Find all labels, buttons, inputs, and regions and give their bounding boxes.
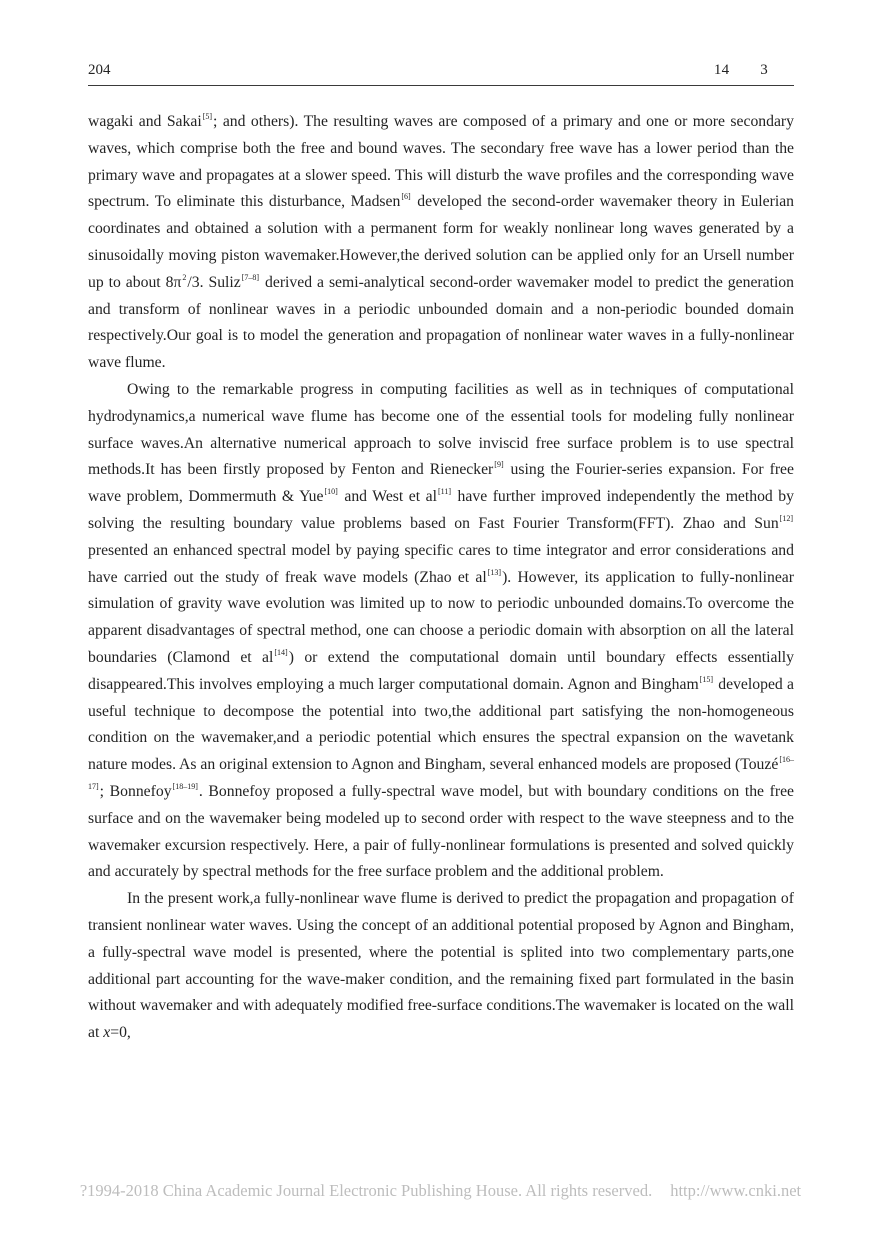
citation-superscript: [15] xyxy=(699,674,713,684)
paragraph-text: ; and others). The resulting waves are composed of a primary and one or more secondary waves, which comprise both the free and bound waves. The secondary free wave has a lower period than the primary wave and propagates at a slower speed. This will disturb the wave profiles and the corresponding wave spectrum. To eliminate this disturbance, Madsen xyxy=(88,113,795,211)
paragraph-text: derived a semi-analytical second-order wavemaker model to predict the generation and transform of nonlinear waves in a periodic unbounded domain and a non-periodic bounded domain respectively.Our goal is to model the generation and propagation of nonlinear water waves in a fully-nonlinear wave flume. xyxy=(88,273,794,372)
paragraph-3 xyxy=(88,886,794,1047)
citation-superscript: [11] xyxy=(437,487,452,497)
citation-superscript: [12] xyxy=(779,513,793,523)
paragraph-1 xyxy=(88,109,794,377)
paragraph-text: In the present work,a fully-nonlinear wave flume is derived to predict the propagation and propagation of transient nonlinear water waves. Using the concept of an additional potential proposed by Agnon and Bingham, a fully-spectral wave model is presented, where the potential is splited into two complementary parts,one additional part accounting for the wave-maker condition, and the remaining fixed part formulated in the basin without wavemaker and with adequately modified free-surface conditions.The wavemaker is located on the wall at xyxy=(88,890,794,1042)
citation-superscript: [6] xyxy=(401,192,411,202)
paragraph-text: developed a useful technique to decompose the potential into two,the additional part satisfying the non-homogeneous condition on the wavemaker,and a periodic potential which ensures the spectral expansion on the wavetank nature modes. As an original extension to Agnon and Bingham, several enhanced models are proposed (Touzé xyxy=(88,675,794,774)
paragraph-text: using the Fourier-series expansion. For free wave problem, Dommermuth & Yue xyxy=(88,461,794,506)
issue-number: 3 xyxy=(760,62,768,78)
footer-url: http://www.cnki.net xyxy=(670,1181,802,1200)
paragraph-2 xyxy=(88,377,794,886)
header-rule xyxy=(88,85,794,86)
paragraph-text: wagaki and Sakai xyxy=(88,113,202,130)
paragraph-text: ; Bonnefoy xyxy=(99,782,172,800)
volume-number: 14 xyxy=(713,62,730,78)
paragraph-text: ) or extend the computational domain until boundary effects essentially disappeared.This involves employing a much larger computational domain. Agnon and Bingham xyxy=(88,648,794,693)
paragraph-text: and West et al xyxy=(338,488,437,506)
copyright-notice: ?1994-2018 China Academic Journal Electronic Publishing House. All rights reserved. xyxy=(79,1181,653,1200)
paragraph-text: /3. Suliz xyxy=(187,273,241,291)
math-superscript: 2 xyxy=(182,272,187,282)
citation-superscript: [14] xyxy=(274,647,288,657)
issue-info xyxy=(714,61,768,79)
article-body xyxy=(88,109,794,1047)
math-variable: x xyxy=(103,1024,111,1042)
citation-superscript: [5] xyxy=(202,112,213,121)
paragraph-text: =0, xyxy=(110,1024,131,1042)
page-header xyxy=(88,61,794,85)
citation-superscript: [10] xyxy=(324,487,338,497)
paragraph-text: developed the second-order wavemaker theory in Eulerian coordinates and obtained a solution with a permanent form for weakly nonlinear long waves generated by a sinusoidally moving piston wavemaker.However,the derived solution can be applied only for an Ursell number up to about 8π xyxy=(88,193,794,291)
paragraph-text: presented an enhanced spectral model by paying specific cares to time integrator and error considerations and have carried out the study of freak wave models (Zhao et al xyxy=(88,541,794,586)
page-number: 204 xyxy=(88,62,111,78)
paragraph-text: Owing to the remarkable progress in computing facilities as well as in techniques of computational hydrodynamics,a numerical wave flume has become one of the essential tools for modeling fully nonlinear surface waves.An alternative numerical approach to solve inviscid free surface problem is to use spectral methods.It has been firstly proposed by Fenton and Rienecker xyxy=(88,380,794,479)
paragraph-text: . Bonnefoy proposed a fully-spectral wave model, but with boundary conditions on the free surface and on the wavemaker being modeled up to second order with respect to the wave steepness and to the wavemaker excursion respectively. Here, a pair of fully-nonlinear formulations is presented and solved quickly and accurately by spectral methods for the free surface problem and the additional problem. xyxy=(88,782,795,881)
paragraph-text: ). However, its application to fully-nonlinear simulation of gravity wave evolution was limited up to now to periodic unbounded domains.To overcome the apparent disadvantages of spectral method, one can choose a periodic domain with absorption on all the lateral boundaries (Clamond et al xyxy=(88,568,794,666)
citation-superscript: [18–19] xyxy=(172,781,198,791)
citation-superscript: [7–8] xyxy=(241,272,260,282)
citation-superscript: [16–17] xyxy=(88,755,794,791)
paragraph-text: have further improved independently the method by solving the resulting boundary value problems based on Fast Fourier Transform(FFT). Zhao and Sun xyxy=(88,488,794,532)
citation-superscript: [13] xyxy=(487,567,502,577)
page-footer xyxy=(0,1180,881,1202)
citation-superscript: [9] xyxy=(494,460,504,470)
